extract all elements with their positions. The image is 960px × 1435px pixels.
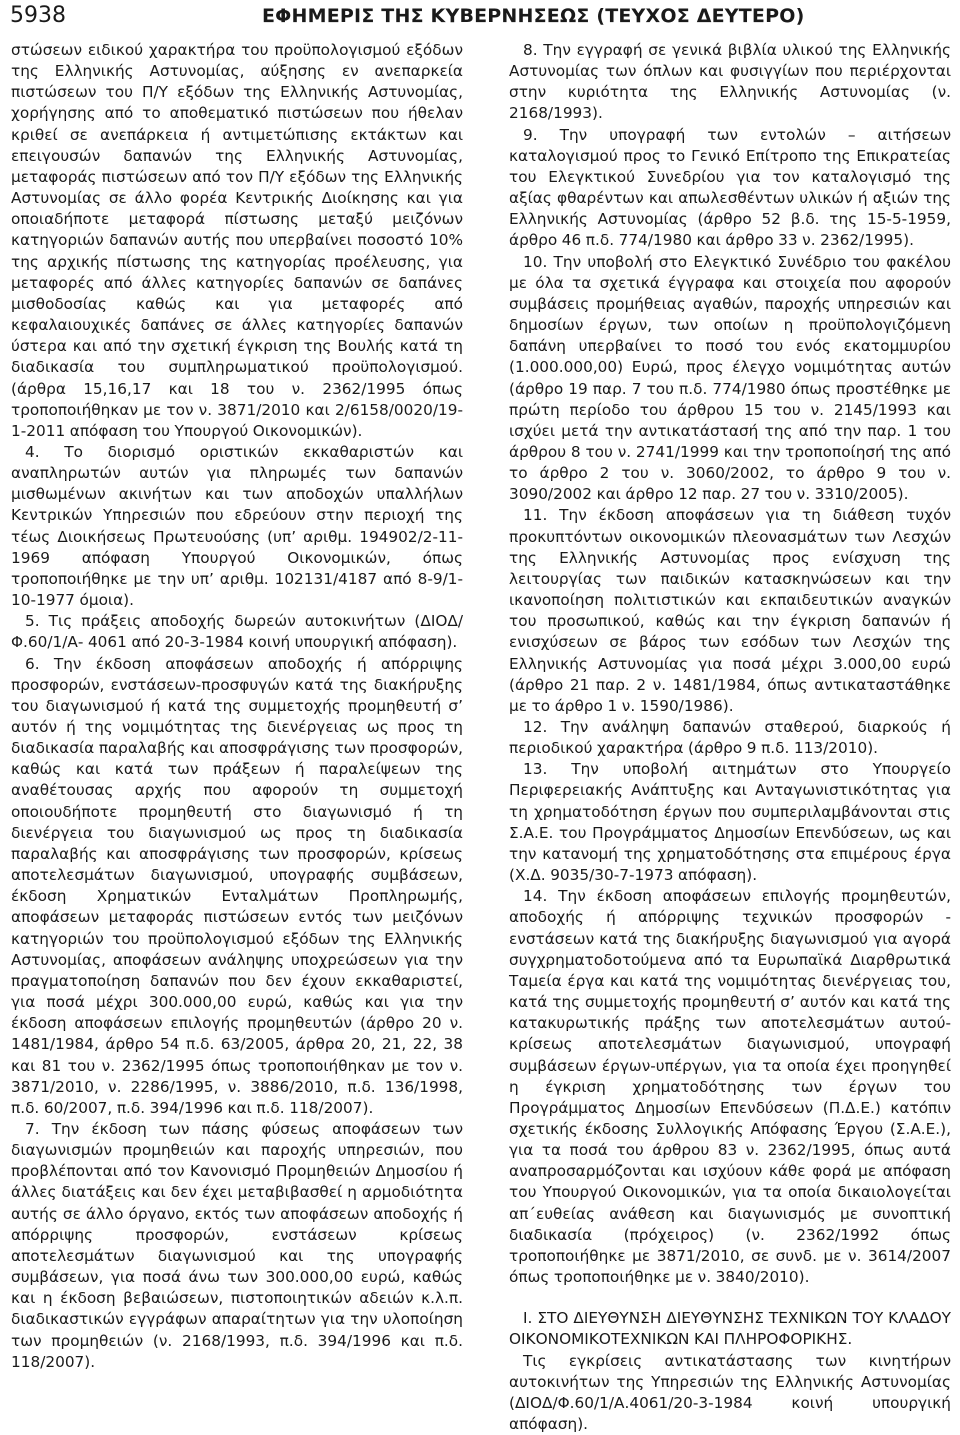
- paragraph-item-4: 4. Το διορισμό οριστικών εκκαθαριστών και αναπληρωτών αυτών για πληρωμές των δαπανών μισθωμένων ακινήτων και των αποδοχών υπαλλήλων Κεντρικών Υπηρεσιών που εδρεύουν στην περιοχή της τέως Διοικήσεως Πρωτευούσης (υπ’ αριθμ. 194902/2-11-1969 απόφαση Υπουργού Οικονομικών, όπως τροποποιήθηκε με την υπ’ αριθμ. 102131/4187 από 8-9/1-10-1977 όμοια).: [11, 442, 463, 610]
- right-column: [509, 40, 951, 1435]
- left-column: [11, 40, 463, 1373]
- paragraph-item-10: 10. Την υποβολή στο Ελεγκτικό Συνέδριο του φακέλου με όλα τα σχετικά έγγραφα και στοιχεία που αφορούν συμβάσεις προμήθειας αγαθών, παροχής υπηρεσιών και δημοσίων έργων, των οποίων η προϋπολογιζόμενη δαπάνη υπερβαίνει το ποσό του ενός εκατομμυρίου (1.000.000,00) Ευρώ, προς έλεγχο νομιμότητας αυτών (άρθρο 19 παρ. 7 του π.δ. 774/1980 όπως προστέθηκε με πρώτη περίοδο του άρθρου 15 του ν. 2145/1993 και ισχύει μετά την αντικατάστασή της από την παρ. 1 του άρθρου 8 του ν. 2741/1999 και την τροποποίησή της από το άρθρο 2 του ν. 3060/2002, το άρθρο 9 του ν. 3090/2002 και άρθρο 12 παρ. 27 του ν. 3310/2005).: [509, 252, 951, 504]
- section-heading: Ι. ΣΤΟ ΔΙΕΥΘΥΝΣΗ ΔΙΕΥΘΥΝΣΗΣ ΤΕΧΝΙΚΩΝ ΤΟΥ ΚΛΑΔΟΥ ΟΙΚΟΝΟΜΙΚΟΤΕΧΝΙΚΩΝ ΚΑΙ ΠΛΗΡΟΦΟΡΙΚΗΣ.: [509, 1309, 951, 1349]
- gazette-title: ΕΦΗΜΕΡΙΣ ΤΗΣ ΚΥΒΕΡΝΗΣΕΩΣ (ΤΕΥΧΟΣ ΔΕΥΤΕΡΟ): [262, 5, 805, 27]
- paragraph-item-12: 12. Την ανάληψη δαπανών σταθερού, διαρκούς ή περιοδικού χαρακτήρα (άρθρο 9 π.δ. 113/2010).: [509, 718, 951, 758]
- paragraph-item-8: 8. Την εγγραφή σε γενικά βιβλία υλικού της Ελληνικής Αστυνομίας των όπλων και φυσιγγίων που περιέρχονται στην κυριότητα της Ελληνικής Αστυνομίας (ν. 2168/1993).: [509, 41, 951, 123]
- page-number: 5938: [10, 3, 66, 28]
- paragraph-item-7: 7. Την έκδοση των πάσης φύσεως αποφάσεων των διαγωνισμών προμηθειών και παροχής υπηρεσιών, που προβλέπονται από τον Κανονισμό Προμηθειών Δημοσίου ή άλλες διατάξεις και δεν έχει μεταβιβασθεί η αρμοδιότητα αυτής σε άλλο όργανο, εκτός των αποφάσεων αποδοχής ή απόρριψης προσφορών, ενστάσεων κρίσεως αποτελεσμάτων διαγωνισμού και της υπογραφής συμβάσεων, για ποσά άνω των 300.000,00 ευρώ, καθώς και η έκδοση βεβαιώσεων, πιστοποιητικών αδειών κ.λ.π. διαδικαστικών εγγράφων απαραίτητων για την υλοποίηση των προμηθειών (ν. 2168/1993, π.δ. 394/1996 και π.δ. 118/2007).: [11, 1119, 463, 1371]
- paragraph-item-9: 9. Την υπογραφή των εντολών – αιτήσεων καταλογισμού προς το Γενικό Επίτροπο της Επικρατείας του Ελεγκτικού Συνεδρίου για τον καταλογισμό της αξίας φθαρέντων και απωλεσθέντων υλικών ή αξιών της Ελληνικής Αστυνομίας (άρθρο 52 β.δ. της 15-5-1959, άρθρο 46 π.δ. 774/1980 και άρθρο 33 ν. 2362/1995).: [509, 125, 951, 250]
- paragraph-item-13: 13. Την υποβολή αιτημάτων στο Υπουργείο Περιφερειακής Ανάπτυξης και Ανταγωνιστικότητας για τη χρηματοδότηση έργων που συμπεριλαμβάνονται στις Σ.Α.Ε. του Προγράμματος Δημοσίων Επενδύσεων, ως και την κατανομή της χρηματοδότησης στα επιμέρους έργα (Χ.Δ. 9035/30-7-1973 απόφαση).: [509, 760, 951, 885]
- paragraph-item-14: 14. Την έκδοση αποφάσεων επιλογής προμηθευτών, αποδοχής ή απόρριψης τεχνικών προσφορών - ενστάσεων κατά της διακήρυξης διαγωνισμού για αγορά συγχρηματοδοτούμενα από τα Ευρωπαϊκά Διαρθρωτικά Ταμεία έργα και κατά της νομιμότητας διενέργειας του, κατά της συμμετοχής προμηθευτή σ’ αυτόν και κατά της κατακυρωτικής πράξης των αποτελεσμάτων αυτού-κρίσεως αποτελεσμάτων διαγωνισμού, υπογραφή συμβάσεων έργων-υπέργων, για τα οποία έχει προηγηθεί η έγκριση χρηματοδότησης των έργων του Προγράμματος Δημοσίων Επενδύσεων (Π.Δ.Ε.) κατόπιν σχετικής έκδοσης Συλλογικής Απόφασης Έργου (Σ.Α.Ε.), για τα ποσά του άρθρου 83 ν. 2362/1995, όπως αυτά αναπροσαρμόζονται και ισχύουν κάθε φορά με απόφαση του Υπουργού Οικονομικών, για τα οποία δικαιολογείται απ΄ευθείας ανάθεση και διαγωνισμός με συνοπτική διαδικασία (πρόχειρος) (ν. 2362/1992 όπως τροποποιήθηκε με 3871/2010, σε συνδ. με ν. 3614/2007 όπως τροποποιήθηκε με ν. 3840/2010).: [509, 887, 951, 1287]
- paragraph-section-text: Τις εγκρίσεις αντικατάστασης των κινητήρων αυτοκινήτων της Υπηρεσιών της Ελληνικής Αστυνομίας (ΔΙΟΔ/Φ.60/1/Α.4061/20-3-1984 κοινή υπουργική απόφαση).: [509, 1351, 951, 1433]
- paragraph-continuation: στώσεων ειδικού χαρακτήρα του προϋπολογισμού εξόδων της Ελληνικής Αστυνομίας, αύξησης εν ανεπαρκεία πιστώσεων του Π/Υ εξόδων της Ελληνικής Αστυνομίας, χορήγησης από το αποθεματικό πιστώσεων που ήθελαν κριθεί σε ανεπάρκεια ή αντιμετώπισης εκτάκτων και επειγουσών δαπανών της Ελληνικής Αστυνομίας, μεταφοράς πιστώσεων από τον Π/Υ εξόδων της Ελληνικής Αστυνομίας σε άλλο φορέα Κεντρικής Διοίκησης και για οποιαδήποτε μεταφορά πίστωσης μεταξύ μειζόνων κατηγοριών δαπανών αυτής που υπερβαίνει ποσοστό 10% της αρχικής πίστωσης της κατηγορίας προέλευσης, για μεταφορές από άλλες κατηγορίες δαπανών σε δαπάνες μισθοδοσίας καθώς και για μεταφορές από κεφαλαιουχικές δαπάνες σε άλλες κατηγορίες δαπανών ύστερα και από την σχετική έγκριση της Βουλής κατά τη διαδικασία του συμπληρωματικού προϋπολογισμού. (άρθρα 15,16,17 και 18 του ν. 2362/1995 όπως τροποποιήθηκαν με τον ν. 3871/2010 και 2/6158/0020/19-1-2011 απόφαση του Υπουργού Οικονομικών).: [11, 41, 463, 440]
- paragraph-item-5: 5. Τις πράξεις αποδοχής δωρεών αυτοκινήτων (ΔΙΟΔ/Φ.60/1/Α- 4061 από 20-3-1984 κοινή υπουργική απόφαση).: [11, 612, 463, 652]
- paragraph-item-6: 6. Την έκδοση αποφάσεων αποδοχής ή απόρριψης προσφορών, ενστάσεων-προσφυγών κατά της διακήρυξης του διαγωνισμού ή κατά της συμμετοχής προμηθευτή σ’ αυτόν ή της νομιμότητας της διενέργειας ως προς τη διαδικασία παραλαβής και αποσφράγισης των προσφορών, καθώς και κατά των πράξεων ή παραλείψεων της αναθέτουσας αρχής που αφορούν τη συμμετοχή οποιουδήποτε προμηθευτή στο διαγωνισμό ή τη διενέργεια του διαγωνισμού ως προς τη διαδικασία παραλαβής και αποσφράγισης των προσφορών, κρίσεως αποτελεσμάτων διαγωνισμού, υπογραφής συμβάσεων, έκδοση Χρηματικών Ενταλμάτων Προπληρωμής, αποφάσεων μεταφοράς πιστώσεων εντός των μειζόνων κατηγοριών του προϋπολογισμού εξόδων της Ελληνικής Αστυνομίας, αποφάσεων ανάληψης υποχρεώσεων για την πραγματοποίηση δαπανών που δεν έχουν εκκαθαριστεί, για ποσά μέχρι 300.000,00 ευρώ, καθώς και για την έκδοση αποφάσεων επιλογής προμηθευτών (άρθρο 20 ν. 1481/1984, άρθρο 54 π.δ. 63/2005, άρθρα 20, 21, 22, 38 και 81 του ν. 2362/1995 όπως τροποποιήθηκαν με τον ν. 3871/2010, ν. 2286/1995, ν. 3886/2010, π.δ. 136/1998, π.δ. 60/2007, π.δ. 394/1996 και π.δ. 118/2007).: [11, 654, 463, 1117]
- page-header: [0, 0, 960, 44]
- paragraph-item-11: 11. Την έκδοση αποφάσεων για τη διάθεση τυχόν προκυπτόντων οικονομικών πλεονασμάτων των Λεσχών της Ελληνικής Αστυνομίας προς ενίσχυση της λειτουργίας των παιδικών κατασκηνώσεων και την ικανοποίηση πολιτιστικών και εκπαιδευτικών αναγκών του προσωπικού, καθώς και την έγκριση δαπανών ή ενισχύσεων σε βάρος των εσόδων των Λεσχών της Ελληνικής Αστυνομίας για ποσά μέχρι 3.000,00 ευρώ (άρθρο 21 παρ. 2 ν. 1481/1984, όπως αντικαταστάθηκε με το άρθρο 1 ν. 1590/1986).: [509, 506, 951, 715]
